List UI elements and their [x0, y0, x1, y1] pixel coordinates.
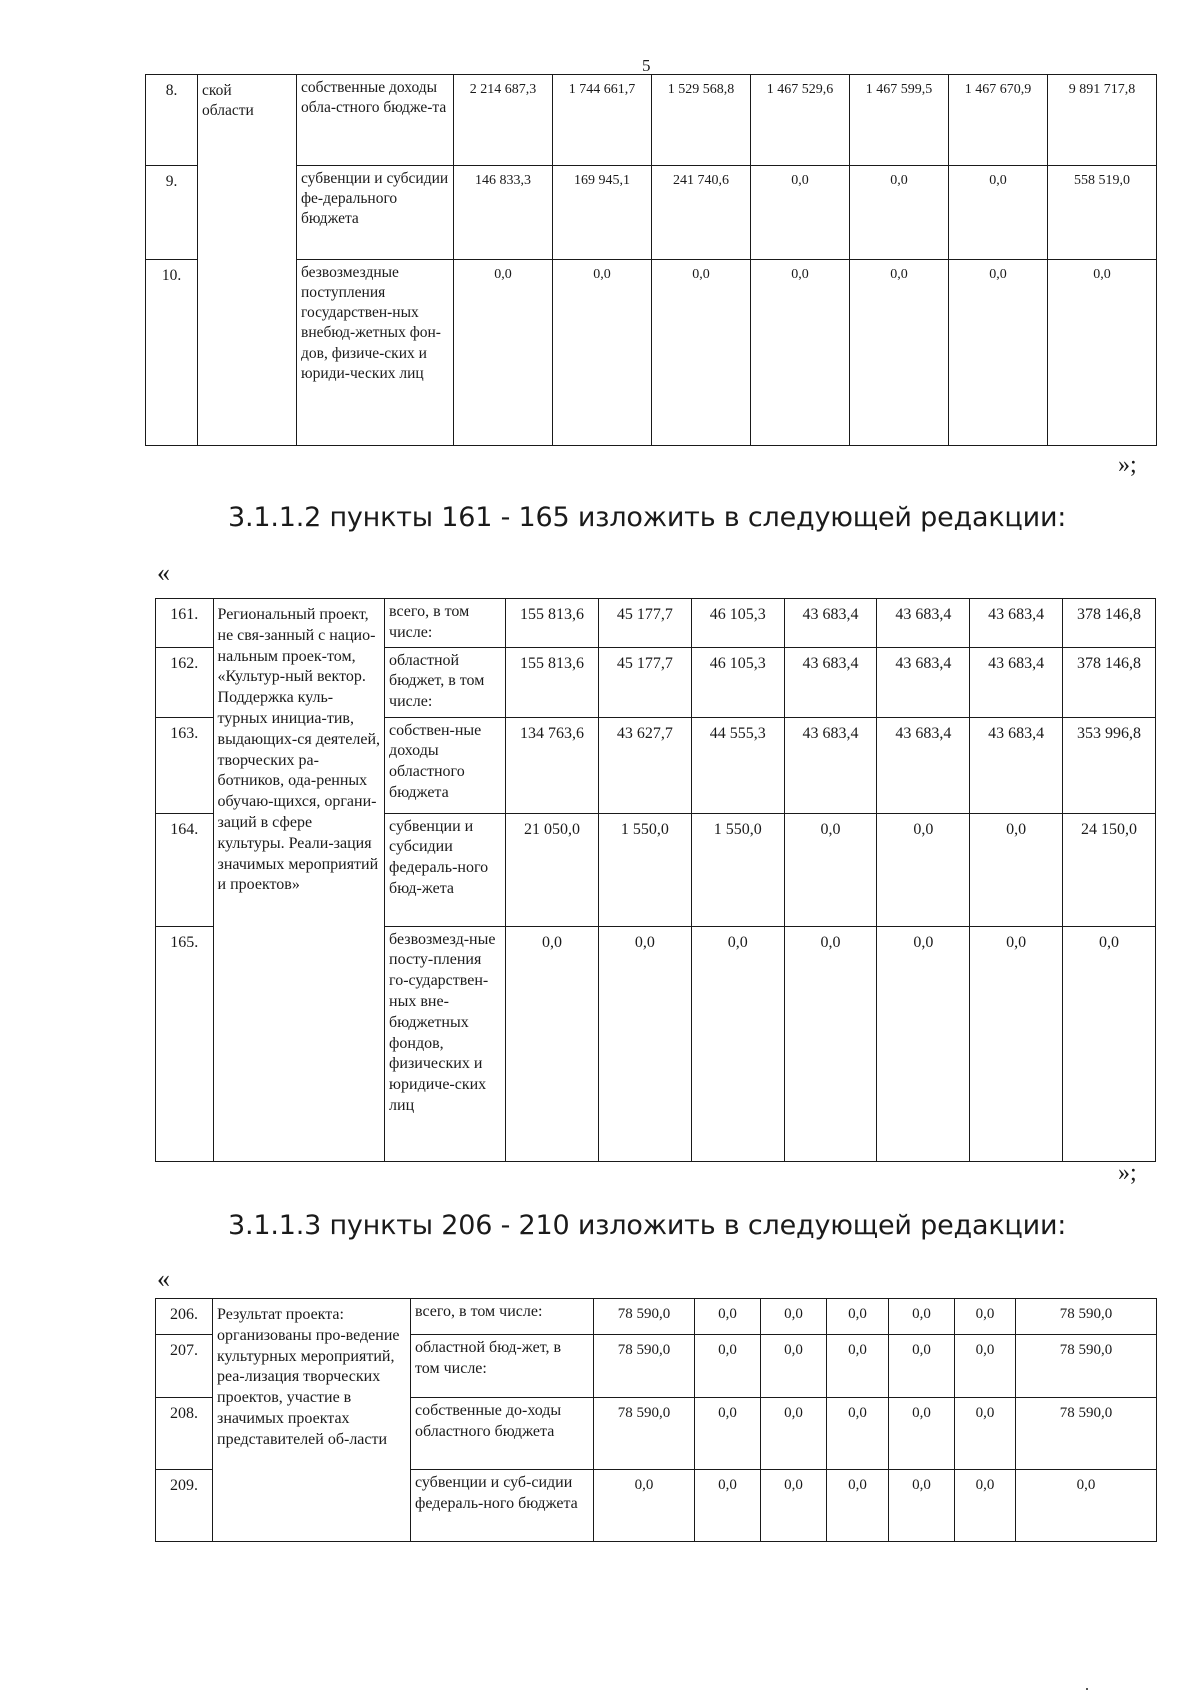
value-cell: 44 555,3: [691, 717, 784, 813]
section-heading: 3.1.1.3 пункты 206 - 210 изложить в следующей редакции:: [228, 1210, 1067, 1241]
value-cell: 0,0: [652, 260, 751, 446]
value-cell: 1 529 568,8: [652, 75, 751, 166]
value-cell: 1 467 599,5: [850, 75, 949, 166]
value-cell: 134 763,6: [506, 717, 599, 813]
value-cell: 0,0: [955, 1398, 1016, 1470]
value-cell: 21 050,0: [506, 813, 599, 926]
row-number: 208.: [156, 1398, 213, 1470]
value-cell: 46 105,3: [691, 647, 784, 717]
value-cell: 0,0: [955, 1470, 1016, 1542]
table-row: [156, 599, 1156, 648]
total-cell: 0,0: [1048, 260, 1157, 446]
row-number: 163.: [156, 717, 214, 813]
value-cell: 241 740,6: [652, 166, 751, 260]
value-cell: 146 833,3: [454, 166, 553, 260]
total-cell: 558 519,0: [1048, 166, 1157, 260]
funding-table-regional-project: [155, 598, 1156, 1162]
total-cell: 0,0: [1063, 926, 1156, 1161]
total-cell: 78 590,0: [1016, 1335, 1157, 1398]
value-cell: 0,0: [889, 1299, 955, 1335]
funding-source-label: субвенции и субсидии фе-дерального бюджета: [297, 166, 454, 260]
value-cell: 0,0: [751, 166, 850, 260]
value-cell: 1 550,0: [598, 813, 691, 926]
row-number: 9.: [146, 166, 198, 260]
value-cell: 0,0: [850, 260, 949, 446]
funding-source-label: областной бюджет, в том числе:: [385, 647, 506, 717]
value-cell: 43 683,4: [877, 599, 970, 648]
value-cell: 0,0: [827, 1335, 889, 1398]
closing-quote: »;: [1118, 1160, 1137, 1186]
result-label: Результат проекта: организованы про-ведение культурных мероприятий, реа-лизация творческих проектов, участие в значимых проектах представителей об-ласти: [213, 1299, 411, 1542]
value-cell: 0,0: [761, 1335, 827, 1398]
value-cell: 0,0: [970, 813, 1063, 926]
table-row: [146, 166, 1157, 260]
value-cell: 0,0: [691, 926, 784, 1161]
value-cell: 0,0: [827, 1299, 889, 1335]
value-cell: 0,0: [784, 813, 877, 926]
value-cell: 0,0: [949, 260, 1048, 446]
value-cell: 0,0: [553, 260, 652, 446]
project-label: Региональный проект, не свя-занный с нацио-нальным проек-том, «Культур-ный вектор. Поддержка куль-турных инициа-тив, выдающих-ся деятелей, творческих ра-ботников, ода-ренных обучаю-щихся, органи-заций в сфере культуры. Реали-зация значимых мероприятий и проектов»: [213, 599, 385, 1162]
value-cell: 0,0: [955, 1335, 1016, 1398]
value-cell: 0,0: [827, 1470, 889, 1542]
value-cell: 0,0: [827, 1398, 889, 1470]
value-cell: 0,0: [784, 926, 877, 1161]
row-number: 8.: [146, 75, 198, 166]
row-number: 207.: [156, 1335, 213, 1398]
funding-source-label: собственные до-ходы областного бюджета: [411, 1398, 594, 1470]
total-cell: 24 150,0: [1063, 813, 1156, 926]
value-cell: 43 683,4: [877, 717, 970, 813]
value-cell: 43 683,4: [784, 647, 877, 717]
value-cell: 2 214 687,3: [454, 75, 553, 166]
value-cell: 0,0: [889, 1335, 955, 1398]
value-cell: 0,0: [949, 166, 1048, 260]
value-cell: 0,0: [594, 1470, 695, 1542]
value-cell: 0,0: [761, 1398, 827, 1470]
closing-quote: »;: [1118, 452, 1137, 478]
funding-source-label: субвенции и суб-сидии федераль-ного бюджета: [411, 1470, 594, 1542]
value-cell: 0,0: [598, 926, 691, 1161]
total-cell: 78 590,0: [1016, 1398, 1157, 1470]
value-cell: 0,0: [506, 926, 599, 1161]
value-cell: 169 945,1: [553, 166, 652, 260]
value-cell: 43 683,4: [784, 599, 877, 648]
value-cell: 1 550,0: [691, 813, 784, 926]
section-heading: 3.1.1.2 пункты 161 - 165 изложить в следующей редакции:: [228, 502, 1067, 533]
value-cell: 0,0: [695, 1299, 761, 1335]
total-cell: 353 996,8: [1063, 717, 1156, 813]
value-cell: 1 467 529,6: [751, 75, 850, 166]
row-number: 10.: [146, 260, 198, 446]
value-cell: 0,0: [761, 1470, 827, 1542]
value-cell: 0,0: [695, 1470, 761, 1542]
value-cell: 43 683,4: [970, 599, 1063, 648]
value-cell: 45 177,7: [598, 647, 691, 717]
row-number: 209.: [156, 1470, 213, 1542]
value-cell: 0,0: [877, 926, 970, 1161]
total-cell: 9 891 717,8: [1048, 75, 1157, 166]
funding-source-label: всего, в том числе:: [385, 599, 506, 648]
value-cell: 0,0: [955, 1299, 1016, 1335]
value-cell: 0,0: [761, 1299, 827, 1335]
table-row: [146, 75, 1157, 166]
table-row: [156, 1299, 1157, 1335]
table-row: [146, 260, 1157, 446]
opening-quote: «: [157, 558, 170, 587]
value-cell: 0,0: [889, 1470, 955, 1542]
funding-source-label: собствен-ные доходы областного бюджета: [385, 717, 506, 813]
value-cell: 1 467 670,9: [949, 75, 1048, 166]
funding-table-continued: [145, 74, 1157, 446]
funding-source-label: областной бюд-жет, в том числе:: [411, 1335, 594, 1398]
value-cell: 0,0: [751, 260, 850, 446]
row-number: 164.: [156, 813, 214, 926]
value-cell: 0,0: [877, 813, 970, 926]
funding-source-label: субвенции и субсидии федераль-ного бюд-жета: [385, 813, 506, 926]
value-cell: 155 813,6: [506, 647, 599, 717]
total-cell: 378 146,8: [1063, 647, 1156, 717]
funding-source-label: безвозмездные поступления государствен-ных внебюд-жетных фон-дов, физиче-ских и юриди-ческих лиц: [297, 260, 454, 446]
value-cell: 43 627,7: [598, 717, 691, 813]
funding-table-project-result: [155, 1298, 1157, 1542]
funding-source-label: всего, в том числе:: [411, 1299, 594, 1335]
value-cell: 46 105,3: [691, 599, 784, 648]
value-cell: 0,0: [850, 166, 949, 260]
value-cell: 43 683,4: [970, 647, 1063, 717]
opening-quote: «: [157, 1264, 170, 1293]
funding-source-label: безвозмезд-ные посту-пления го-сударствен-ных вне-бюджетных фондов, физических и юридиче-ских лиц: [385, 926, 506, 1161]
value-cell: 78 590,0: [594, 1398, 695, 1470]
value-cell: 0,0: [889, 1398, 955, 1470]
value-cell: 43 683,4: [784, 717, 877, 813]
row-number: 161.: [156, 599, 214, 648]
total-cell: 378 146,8: [1063, 599, 1156, 648]
value-cell: 78 590,0: [594, 1299, 695, 1335]
total-cell: 0,0: [1016, 1470, 1157, 1542]
row-number: 165.: [156, 926, 214, 1161]
value-cell: 0,0: [695, 1398, 761, 1470]
page-number: 5: [642, 56, 651, 75]
region-label: ской области: [198, 75, 297, 446]
value-cell: 43 683,4: [877, 647, 970, 717]
scan-mark: [1086, 1688, 1088, 1690]
value-cell: 0,0: [695, 1335, 761, 1398]
value-cell: 0,0: [454, 260, 553, 446]
value-cell: 1 744 661,7: [553, 75, 652, 166]
value-cell: 78 590,0: [594, 1335, 695, 1398]
value-cell: 43 683,4: [970, 717, 1063, 813]
row-number: 206.: [156, 1299, 213, 1335]
value-cell: 155 813,6: [506, 599, 599, 648]
value-cell: 45 177,7: [598, 599, 691, 648]
funding-source-label: собственные доходы обла-стного бюдже-та: [297, 75, 454, 166]
row-number: 162.: [156, 647, 214, 717]
value-cell: 0,0: [970, 926, 1063, 1161]
total-cell: 78 590,0: [1016, 1299, 1157, 1335]
